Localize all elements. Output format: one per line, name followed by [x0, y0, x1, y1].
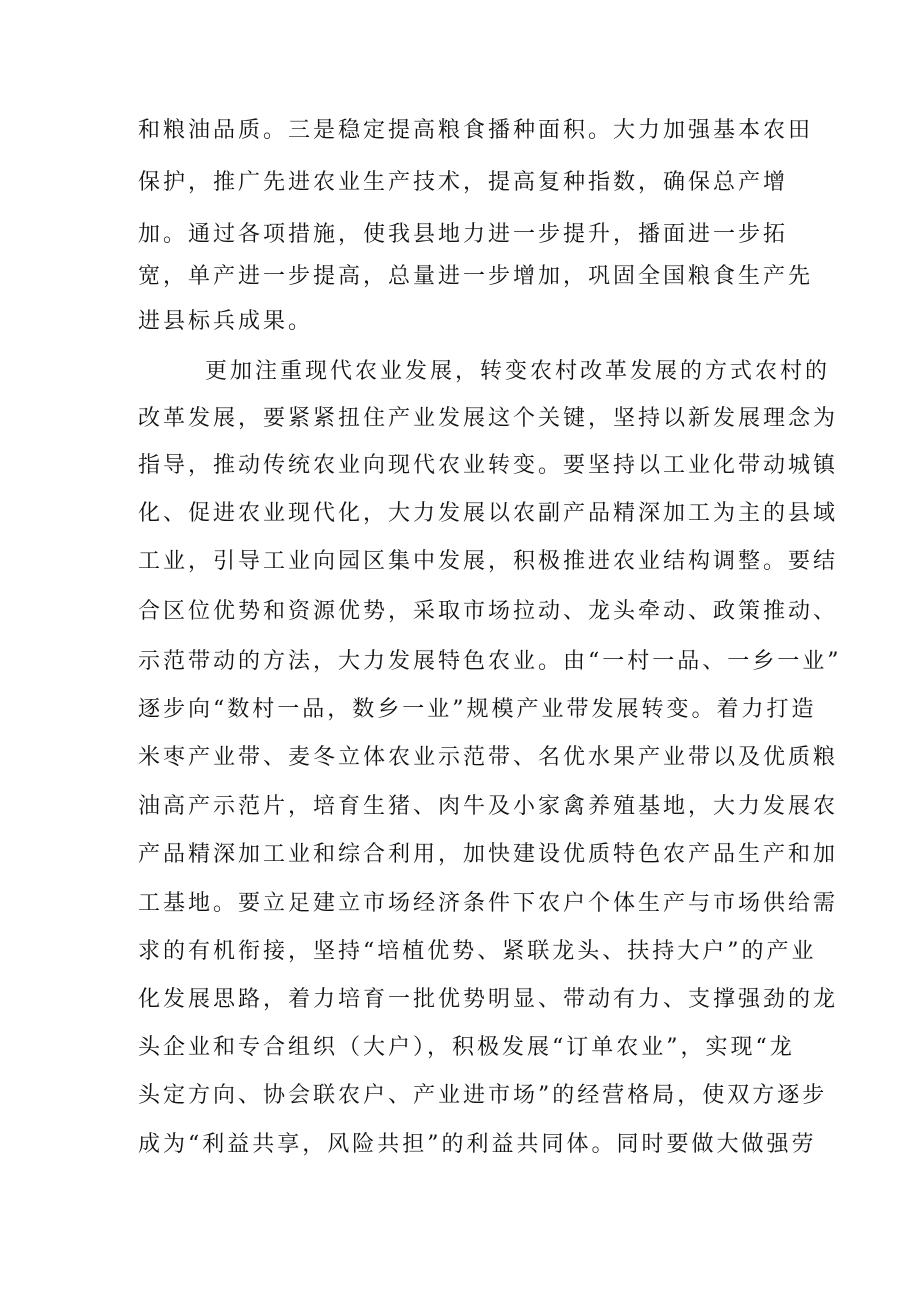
text-line: 工业，引导工业向园区集中发展，积极推进农业结构调整。要结	[138, 549, 839, 574]
text-line: 化、促进农业现代化，大力发展以农副产品精深加工为主的县域	[138, 501, 839, 526]
paragraph-first-line: 更加注重现代农业发展，转变农村改革发展的方式农村的	[205, 359, 831, 384]
text-line: 化发展思路，着力培育一批优势明显、带动有力、支撑强劲的龙	[138, 987, 839, 1012]
text-line: 头企业和专合组织（大户），积极发展“订单农业”，实现“龙	[138, 1035, 795, 1060]
text-line: 油高产示范片，培育生猪、肉牛及小家禽养殖基地，大力发展农	[138, 794, 839, 819]
text-line: 改革发展，要紧紧扭住产业发展这个关键，坚持以新发展理念为	[138, 406, 839, 431]
text-line: 进县标兵成果。	[138, 309, 314, 334]
text-line: 保护，推广先进农业生产技术，提高复种指数，确保总产增	[138, 170, 789, 195]
text-line: 成为“利益共享，风险共担”的利益共同体。同时要做大做强劳	[138, 1132, 817, 1157]
text-line: 和粮油品质。三是稳定提高粮食播种面积。大力加强基本农田	[138, 118, 814, 143]
text-line: 逐步向“数村一品，数乡一业”规模产业带发展转变。着力打造	[138, 697, 817, 722]
text-line: 头定方向、协会联农户、产业进市场”的经营格局，使双方逐步	[138, 1083, 828, 1108]
text-line: 工基地。要立足建立市场经济条件下农户个体生产与市场供给需	[138, 891, 839, 916]
text-line: 米枣产业带、麦冬立体农业示范带、名优水果产业带以及优质粮	[138, 745, 839, 770]
text-line: 求的有机衔接，坚持“培植优势、紧联龙头、扶持大户”的产业	[138, 939, 817, 964]
text-line: 产品精深加工业和综合利用，加快建设优质特色农产品生产和加	[138, 842, 839, 867]
text-line: 加。通过各项措施，使我县地力进一步提升，播面进一步拓	[138, 222, 789, 247]
text-line: 合区位优势和资源优势，采取市场拉动、龙头牵动、政策推动、	[138, 599, 839, 624]
text-line: 示范带动的方法，大力发展特色农业。由“一村一品、一乡一业”	[138, 649, 842, 674]
text-line: 宽，单产进一步提高，总量进一步增加，巩固全国粮食生产先	[138, 264, 814, 289]
text-line: 指导，推动传统农业向现代农业转变。要坚持以工业化带动城镇	[138, 453, 839, 478]
